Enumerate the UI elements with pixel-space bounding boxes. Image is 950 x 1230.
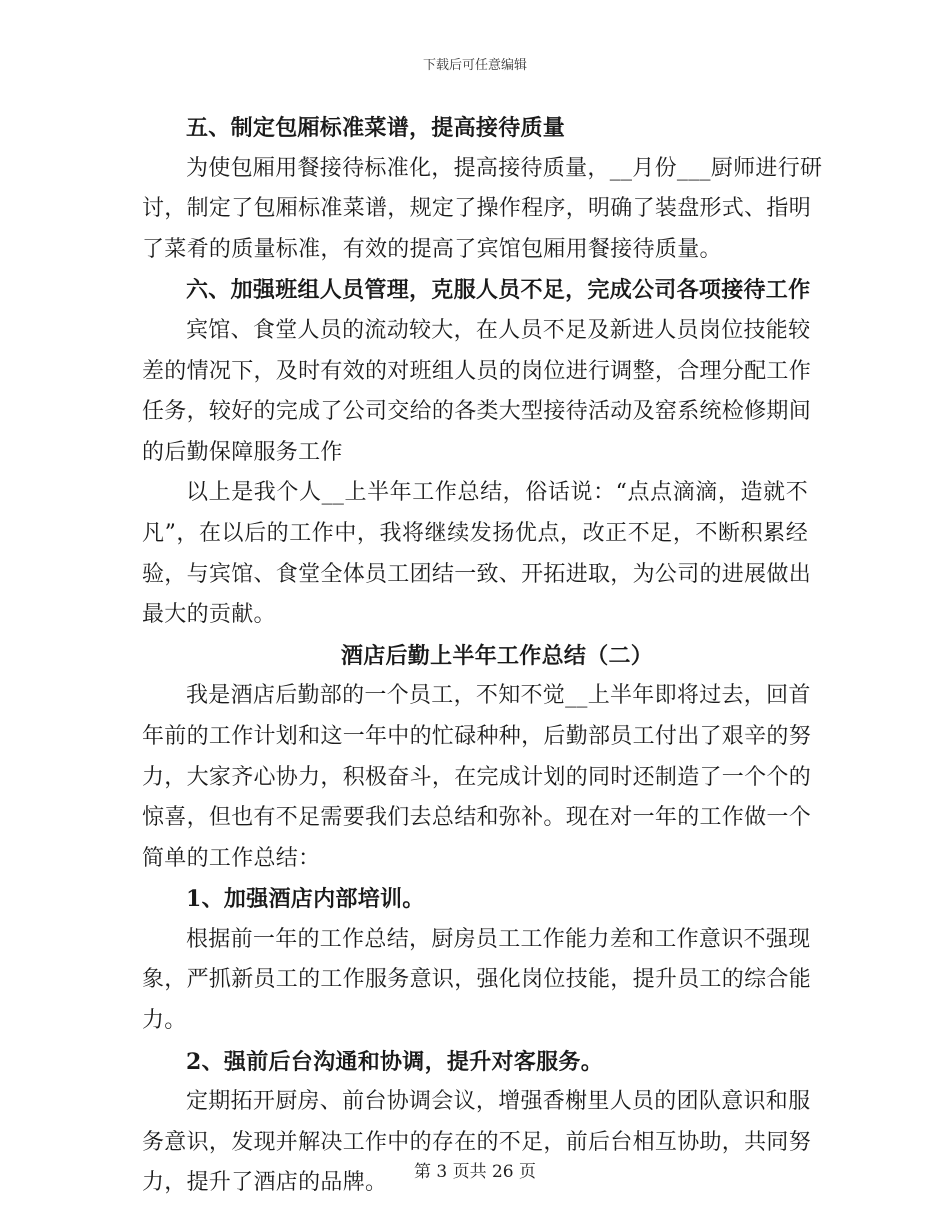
paragraph-line: 我是酒店后勤部的一个员工，不知不觉__上半年即将过去，回首	[186, 683, 811, 709]
paragraph-line: 最大的贡献。	[142, 602, 276, 628]
paragraph-line: 凡”，在以后的工作中，我将继续发扬优点，改正不足，不断积累经	[142, 520, 808, 546]
paragraph-line: 力，大家齐心协力，积极奋斗，在完成计划的同时还制造了一个个的	[142, 764, 812, 790]
paragraph-line: 讨，制定了包厢标准菜谱，规定了操作程序，明确了装盘形式、指明	[142, 196, 812, 222]
paragraph-line: 差的情况下，及时有效的对班组人员的岗位进行调整，合理分配工作	[142, 358, 812, 384]
paragraph-line: 定期拓开厨房、前台协调会议，增强香榭里人员的团队意识和服	[186, 1089, 811, 1115]
paragraph-line: 以上是我个人__上半年工作总结，俗话说：“点点滴滴，造就不	[186, 480, 808, 506]
paragraph-line: 宾馆、食堂人员的流动较大，在人员不足及新进人员岗位技能较	[186, 317, 811, 343]
paragraph-line: 为使包厢用餐接待标准化，提高接待质量，__月份___厨师进行研	[186, 155, 823, 181]
paragraph-line: 任务，较好的完成了公司交给的各类大型接待活动及窑系统检修期间	[142, 399, 812, 425]
article-title: 酒店后勤上半年工作总结（二）	[340, 642, 654, 669]
paragraph-line: 力。	[142, 1008, 187, 1034]
document-body	[142, 108, 823, 1204]
paragraph-line: 力，提升了酒店的品牌。	[142, 1170, 388, 1196]
paragraph-line: 年前的工作计划和这一年中的忙碌种种，后勤部员工付出了艰辛的努	[142, 723, 812, 749]
subsection-heading-2: 2、强前后台沟通和协调，提升对客服务。	[186, 1048, 604, 1075]
page-number: 第 3 页共 26 页	[413, 1162, 537, 1182]
header-note: 下载后可任意编辑	[422, 58, 527, 73]
section-heading-6: 六、加强班组人员管理，克服人员不足，完成公司各项接待工作	[186, 277, 811, 304]
paragraph-line: 象，严抓新员工的工作服务意识，强化岗位技能，提升员工的综合能	[142, 967, 812, 993]
section-heading-5: 五、制定包厢标准菜谱，提高接待质量	[186, 115, 566, 141]
paragraph-line: 惊喜，但也有不足需要我们去总结和弥补。现在对一年的工作做一个	[142, 805, 812, 831]
subsection-heading-1: 1、加强酒店内部培训。	[186, 886, 425, 913]
paragraph-line: 的后勤保障服务工作	[142, 439, 343, 465]
paragraph-line: 了菜肴的质量标准，有效的提高了宾馆包厢用餐接待质量。	[142, 236, 722, 262]
paragraph-line: 根据前一年的工作总结，厨房员工工作能力差和工作意识不强现	[186, 926, 811, 952]
paragraph-line: 简单的工作总结：	[142, 845, 321, 871]
paragraph-line: 验，与宾馆、食堂全体员工团结一致、开拓进取，为公司的进展做出	[142, 561, 812, 587]
paragraph-line: 务意识，发现并解决工作中的存在的不足，前后台相互协助，共同努	[142, 1129, 812, 1155]
